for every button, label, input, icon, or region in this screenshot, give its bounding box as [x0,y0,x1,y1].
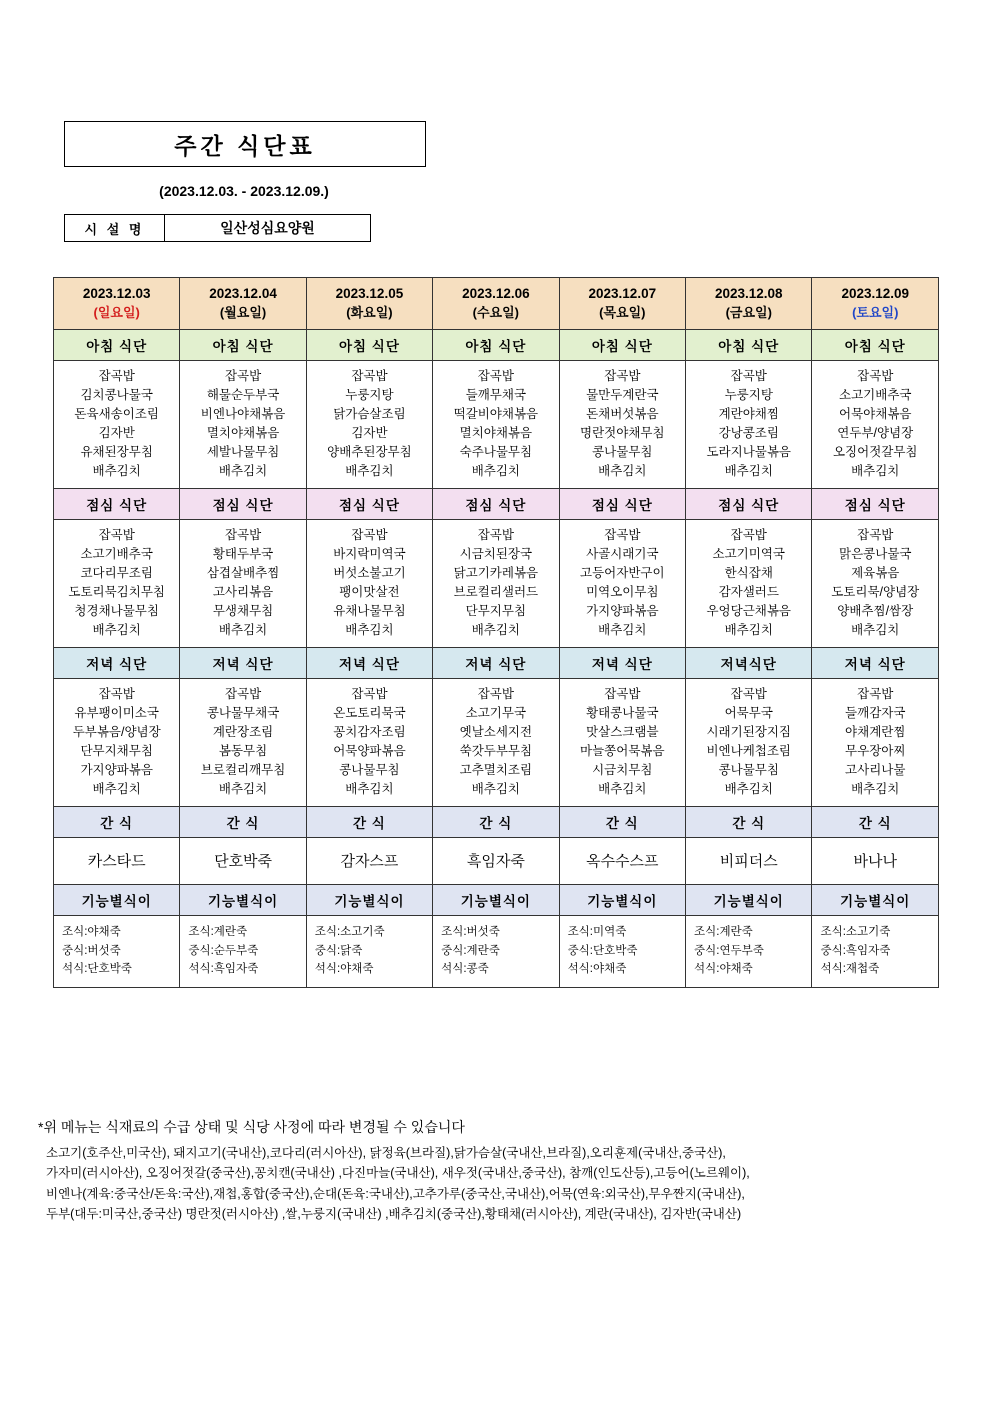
menu-item: 누룽지탕 [345,388,394,403]
date-text: 2023.12.09 [841,286,910,301]
dinner-items-cell [180,679,306,807]
breakfast-label: 아침 식단 [180,330,306,361]
functional-items-cell [812,916,939,987]
breakfast-items-cell [559,361,685,489]
menu-item: 소고기배추국 [80,547,153,562]
menu-item: 두부볶음/양념장 [72,725,161,740]
functional-label: 기능별식이 [686,885,812,916]
breakfast-label: 아침 식단 [54,330,180,361]
menu-item: 중식:연두부죽 [694,944,764,957]
lunch-items-row [54,520,939,648]
weekday-text: (화요일) [346,304,393,320]
footnote-line: 가자미(러시아산), 오징어젓갈(중국산),꽁치캔(국내산) ,다진마늘(국내산), 새우젓(국내산,중국산), 참깨(인도산등),고등어(노르웨이), [46,1166,750,1181]
menu-item: 도토리묵김치무침 [68,585,165,600]
menu-item: 잡곡밥 [351,528,388,543]
breakfast-items-cell [54,361,180,489]
snack-item-cell: 카스타드 [54,838,180,885]
menu-item: 사골시래기국 [586,547,659,562]
menu-item: 콩나물무침 [592,445,653,460]
menu-item: 쑥갓두부무침 [459,744,533,759]
menu-item: 맛살스크램블 [586,725,659,740]
menu-item: 중식:단호박죽 [567,944,638,957]
date-cell-0 [54,278,180,330]
menu-item: 조식:계란죽 [694,926,753,939]
menu-item: 계란야채찜 [718,407,779,422]
dinner-label: 저녁 식단 [54,648,180,679]
functional-items-row [54,916,939,987]
menu-item: 콩나물무침 [718,763,779,778]
menu-item: 양배추찜/쌈장 [837,604,914,619]
facility-row [64,214,371,242]
weekday-text: (토요일) [852,304,899,320]
date-cell-6 [812,278,939,330]
date-cell-1 [180,278,306,330]
menu-item: 배추김치 [92,464,141,479]
breakfast-items-cell [180,361,306,489]
menu-item: 조식:계란죽 [188,926,248,939]
menu-item: 봄동무침 [218,744,268,759]
snack-label: 간 식 [812,807,939,838]
menu-item: 온도토리묵국 [333,706,406,721]
menu-item: 잡곡밥 [477,528,514,543]
menu-item: 석식:흑임자죽 [188,963,259,976]
menu-item: 잡곡밥 [604,687,641,702]
menu-item: 배추김치 [598,623,647,638]
menu-item: 유채된장무침 [80,445,153,460]
dinner-items-cell [433,679,559,807]
menu-item: 잡곡밥 [604,528,641,543]
menu-item: 김자반 [351,426,388,441]
breakfast-items-cell [812,361,939,489]
menu-item: 배추김치 [598,464,647,479]
menu-item: 배추김치 [218,623,268,638]
snack-label: 간 식 [433,807,559,838]
menu-item: 단무지무침 [465,604,527,619]
dinner-items-cell [812,679,939,807]
snack-label: 간 식 [54,807,180,838]
menu-item: 떡갈비야채볶음 [453,407,539,422]
menu-item: 석식:재첩죽 [820,963,880,976]
menu-item: 잡곡밥 [224,369,262,384]
snack-label: 간 식 [559,807,685,838]
menu-item: 들깨감자국 [845,706,906,721]
date-header-row [54,278,939,330]
lunch-items-cell [559,520,685,648]
dinner-label: 저녁 식단 [559,648,685,679]
menu-item: 석식:야채죽 [694,963,753,976]
lunch-items-cell [812,520,939,648]
menu-item: 야채계란찜 [845,725,906,740]
menu-item: 강낭콩조림 [718,426,779,441]
snack-item-cell: 옥수수스프 [559,838,685,885]
menu-item: 잡곡밥 [98,528,135,543]
menu-item: 어묵야채볶음 [839,407,912,422]
menu-item: 배추김치 [92,623,141,638]
menu-item: 배추김치 [471,623,520,638]
menu-item: 해물순두부국 [206,388,280,403]
dinner-items-cell [559,679,685,807]
menu-item: 중식:버섯죽 [62,944,121,957]
menu-item: 계란장조림 [212,725,274,740]
page-title: 주간 식단표 [174,132,316,159]
menu-item: 돈채버섯볶음 [586,407,659,422]
snack-label: 간 식 [180,807,306,838]
menu-item: 감자샐러드 [718,585,779,600]
page-title-box [64,121,426,167]
functional-items-cell [306,916,432,987]
snack-label: 간 식 [686,807,812,838]
lunch-label: 점심 식단 [54,489,180,520]
menu-item: 잡곡밥 [477,687,514,702]
snack-item-cell: 흑임자죽 [433,838,559,885]
menu-item: 유채나물무침 [333,604,406,619]
menu-item: 배추김치 [471,782,520,797]
menu-item: 잡곡밥 [224,528,262,543]
menu-item: 소고기배추국 [839,388,912,403]
lunch-label: 점심 식단 [433,489,559,520]
menu-item: 유부팽이미소국 [74,706,159,721]
menu-item: 버섯소불고기 [333,566,406,581]
menu-item: 잡곡밥 [351,369,388,384]
menu-item: 배추김치 [471,464,520,479]
menu-item: 맑은콩나물국 [839,547,912,562]
menu-item: 도토리묵/양념장 [831,585,920,600]
facility-name: 일산성심요양원 [220,220,315,236]
functional-items-cell [433,916,559,987]
menu-item: 조식:야채죽 [62,926,121,939]
snack-item-cell: 단호박죽 [180,838,306,885]
menu-item: 잡곡밥 [477,369,514,384]
lunch-items-cell [433,520,559,648]
dinner-label: 저녁 식단 [433,648,559,679]
menu-item: 배추김치 [851,464,900,479]
menu-item: 미역오이무침 [586,585,659,600]
functional-label: 기능별식이 [559,885,685,916]
dinner-header-row [54,648,939,679]
menu-item: 황태콩나물국 [586,706,659,721]
lunch-items-cell [306,520,432,648]
menu-item: 비엔나케첩조림 [706,744,792,759]
dinner-items-cell [686,679,812,807]
menu-item: 옛날소세지전 [459,725,533,740]
menu-item: 바지락미역국 [333,547,406,562]
weekday-text: (금요일) [725,304,772,320]
menu-item: 배추김치 [218,464,268,479]
dinner-items-row [54,679,939,807]
menu-item: 석식:단호박죽 [62,963,132,976]
snack-items-row [54,838,939,885]
menu-item: 잡곡밥 [351,687,388,702]
functional-header-row [54,885,939,916]
menu-item: 시금치무침 [592,763,653,778]
menu-item: 브로컬리샐러드 [453,585,539,600]
menu-item: 석식:콩죽 [441,963,489,976]
lunch-label: 점심 식단 [306,489,432,520]
footnote [38,1117,954,1224]
breakfast-items-row [54,361,939,489]
functional-label: 기능별식이 [180,885,306,916]
menu-item: 석식:야채죽 [567,963,627,976]
functional-label: 기능별식이 [812,885,939,916]
dinner-label: 저녁 식단 [306,648,432,679]
menu-item: 배추김치 [851,623,900,638]
dinner-label: 저녁 식단 [812,648,939,679]
lunch-label: 점심 식단 [812,489,939,520]
menu-item: 중식:계란죽 [441,944,500,957]
menu-item: 고추멸치조림 [459,763,533,778]
lunch-items-cell [686,520,812,648]
date-text: 2023.12.04 [209,286,277,301]
weekly-menu-table [53,277,939,988]
weekday-text: (일요일) [93,304,140,320]
lunch-label: 점심 식단 [686,489,812,520]
functional-items-cell [559,916,685,987]
menu-item: 잡곡밥 [857,528,894,543]
menu-item: 중식:닭죽 [314,944,363,957]
menu-item: 어묵무국 [724,706,773,721]
snack-header-row [54,807,939,838]
dinner-items-cell [306,679,432,807]
menu-item: 고사리볶음 [212,585,274,600]
menu-item: 고사리나물 [845,763,906,778]
menu-item: 오징어젓갈무침 [832,445,918,460]
menu-item: 도라지나물볶음 [706,445,792,460]
menu-item: 멸치야채볶음 [459,426,533,441]
date-text: 2023.12.07 [588,286,657,301]
menu-item: 무생채무침 [212,604,274,619]
footnote-line: 두부(대두:미국산,중국산) 명란젓(러시아산) ,쌀,누룽지(국내산) ,배추김치(중국산),황태채(러시아산), 계란(국내산), 김자반(국내산) [46,1206,742,1221]
menu-item: 배추김치 [724,464,773,479]
breakfast-items-cell [433,361,559,489]
menu-item: 배추김치 [724,623,773,638]
breakfast-header-row [54,330,939,361]
breakfast-label: 아침 식단 [433,330,559,361]
menu-item: 가지양파볶음 [586,604,659,619]
menu-item: 잡곡밥 [730,687,767,702]
menu-item: 배추김치 [851,782,900,797]
menu-item: 잡곡밥 [98,369,135,384]
menu-item: 가지양파볶음 [80,763,153,778]
lunch-header-row [54,489,939,520]
dinner-label: 저녁 식단 [180,648,306,679]
menu-item: 배추김치 [345,623,394,638]
breakfast-items-cell [306,361,432,489]
snack-label: 간 식 [306,807,432,838]
date-cell-2 [306,278,432,330]
dinner-items-cell [54,679,180,807]
menu-item: 물만두계란국 [586,388,659,403]
menu-item: 우엉당근채볶음 [706,604,792,619]
functional-label: 기능별식이 [306,885,432,916]
date-text: 2023.12.06 [462,286,530,301]
date-cell-5 [686,278,812,330]
snack-item-cell: 바나나 [812,838,939,885]
weekday-text: (수요일) [472,304,520,320]
menu-item: 누룽지탕 [724,388,773,403]
footnote-title: *위 메뉴는 식재료의 수급 상태 및 식당 사정에 따라 변경될 수 있습니다 [38,1119,465,1135]
menu-item: 돈육새송이조림 [74,407,159,422]
menu-item: 잡곡밥 [857,687,894,702]
period-label: (2023.12.03. - 2023.12.09.) [159,183,329,199]
menu-item: 비엔나야채볶음 [200,407,286,422]
menu-item: 명란젓야채무침 [580,426,665,441]
menu-item: 숙주나물무침 [459,445,533,460]
breakfast-label: 아침 식단 [686,330,812,361]
menu-item: 조식:소고기죽 [820,926,891,939]
functional-items-cell [686,916,812,987]
menu-item: 무우장아찌 [845,744,906,759]
menu-item: 브로컬리깨무침 [200,763,286,778]
functional-label: 기능별식이 [54,885,180,916]
menu-item: 한식잡채 [724,566,773,581]
menu-item: 콩나물무채국 [206,706,280,721]
menu-item: 조식:미역죽 [567,926,627,939]
menu-item: 배추김치 [345,464,394,479]
menu-item: 김자반 [98,426,135,441]
menu-item: 배추김치 [345,782,394,797]
menu-item: 청경채나물무침 [74,604,159,619]
snack-item-cell: 감자스프 [306,838,432,885]
dinner-label: 저녁식단 [686,648,812,679]
menu-item: 양배추된장무침 [327,445,412,460]
date-cell-4 [559,278,685,330]
breakfast-label: 아침 식단 [559,330,685,361]
weekday-text: (목요일) [599,304,646,320]
lunch-items-cell [54,520,180,648]
menu-item: 닭가슴살조림 [333,407,406,422]
menu-item: 세발나물무침 [206,445,280,460]
menu-item: 시금치된장국 [459,547,533,562]
menu-item: 팽이맛살전 [339,585,400,600]
menu-item: 조식:버섯죽 [441,926,500,939]
menu-item: 꽁치감자조림 [333,725,406,740]
menu-item: 잡곡밥 [604,369,641,384]
weekday-text: (월요일) [219,304,267,320]
date-text: 2023.12.08 [714,286,783,301]
menu-item: 소고기미역국 [712,547,785,562]
menu-item: 들깨무채국 [465,388,527,403]
menu-item: 닭고기카레볶음 [453,566,539,581]
menu-item: 잡곡밥 [730,528,767,543]
snack-item-cell: 비피더스 [686,838,812,885]
date-text: 2023.12.03 [82,286,151,301]
menu-item: 코다리무조림 [80,566,153,581]
menu-item: 배추김치 [92,782,141,797]
functional-items-cell [54,916,180,987]
menu-item: 잡곡밥 [98,687,135,702]
menu-item: 시래기된장지짐 [706,725,792,740]
lunch-label: 점심 식단 [180,489,306,520]
breakfast-label: 아침 식단 [812,330,939,361]
date-text: 2023.12.05 [335,286,404,301]
lunch-items-cell [180,520,306,648]
menu-item: 삼겹살배추찜 [206,566,280,581]
lunch-label: 점심 식단 [559,489,685,520]
menu-item: 연두부/양념장 [837,426,914,441]
breakfast-label: 아침 식단 [306,330,432,361]
menu-item: 어묵양파볶음 [333,744,406,759]
menu-item: 잡곡밥 [730,369,767,384]
menu-item: 황태두부국 [212,547,274,562]
menu-item: 고등어자반구이 [580,566,665,581]
menu-item: 중식:순두부죽 [188,944,259,957]
menu-item: 잡곡밥 [857,369,894,384]
footnote-line: 소고기(호주산,미국산), 돼지고기(국내산),코다리(러시아산), 닭정육(브라질),닭가슴살(국내산,브라질),오리훈제(국내산,중국산), [46,1146,726,1160]
menu-item: 잡곡밥 [224,687,262,702]
functional-items-cell [180,916,306,987]
menu-item: 제육볶음 [851,566,900,581]
menu-item: 중식:흑임자죽 [820,944,891,957]
menu-item: 단무지채무침 [80,744,153,759]
menu-item: 소고기무국 [465,706,527,721]
menu-item: 콩나물무침 [339,763,400,778]
menu-item: 배추김치 [598,782,647,797]
menu-item: 김치콩나물국 [80,388,153,403]
menu-item: 배추김치 [724,782,773,797]
functional-label: 기능별식이 [433,885,559,916]
menu-item: 배추김치 [218,782,268,797]
facility-label: 시 설 명 [65,215,165,241]
menu-item: 석식:야채죽 [314,963,374,976]
menu-item: 조식:소고기죽 [314,926,385,939]
menu-item: 멸치야채볶음 [206,426,280,441]
menu-item: 마늘쫑어묵볶음 [580,744,665,759]
footnote-line: 비엔나(계육:중국산/돈육:국산),재첩,홍합(중국산),순대(돈육:국내산),고추가루(중국산,국내산),어묵(연육:외국산),무우짠지(국내산), [46,1186,745,1201]
date-cell-3 [433,278,559,330]
breakfast-items-cell [686,361,812,489]
